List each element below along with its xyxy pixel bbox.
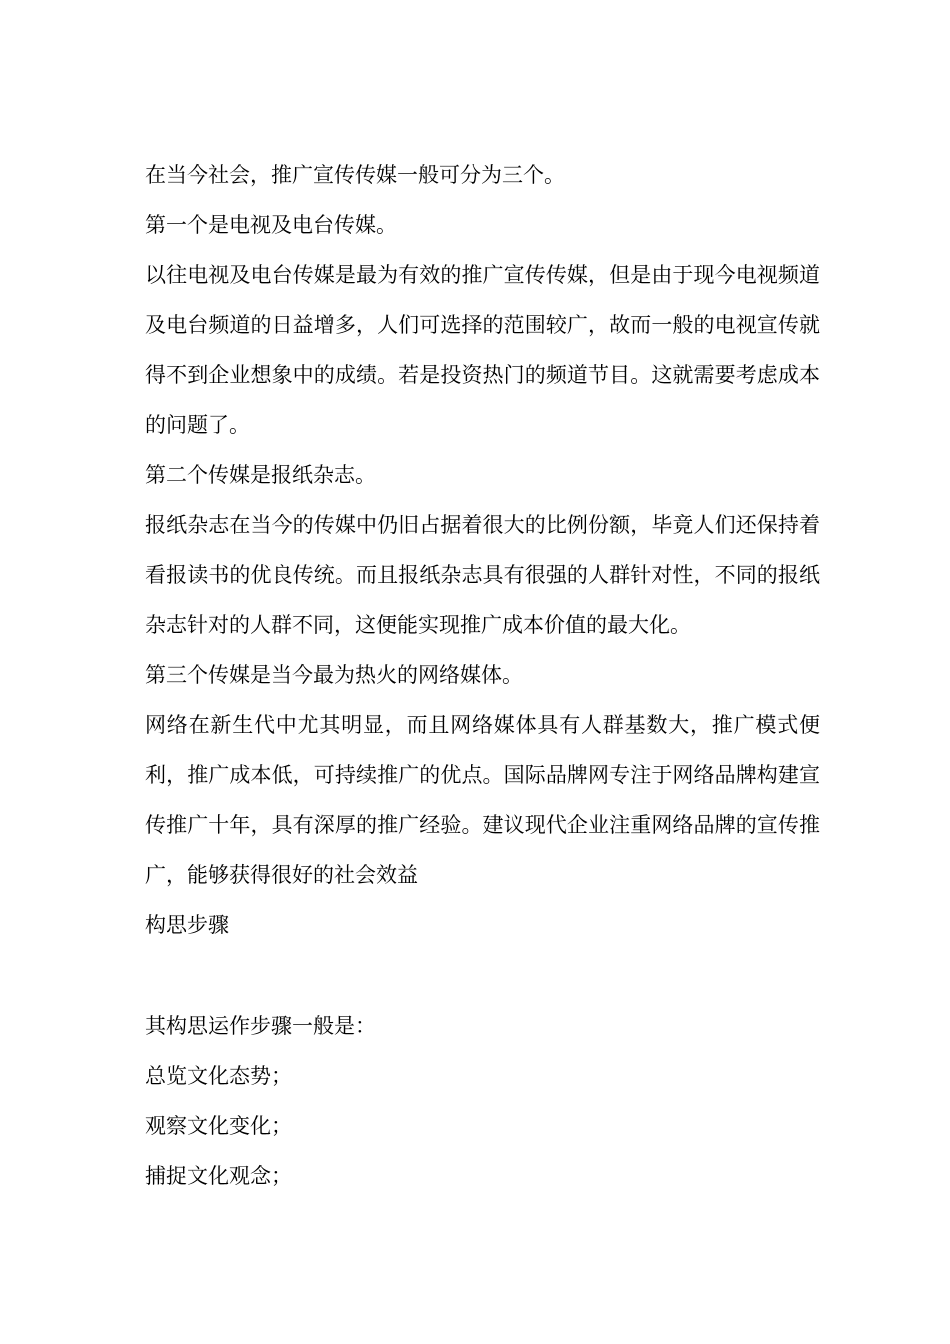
list-item-step-2: 观察文化变化； <box>145 1114 292 1138</box>
paragraph-network: 网络在新生代中尤其明显，而且网络媒体具有人群基数大，推广模式便利，推广成本低，可持续推广的优点。国际品牌网专注于网络品牌构建宣传推广十年，具有深厚的推广经验。建议现代企业注重网络品牌的宣传推广，能够获得很好的社会效益 <box>145 713 820 887</box>
list-item-step-3: 捕捉文化观念； <box>145 1164 292 1188</box>
list-item-step-1: 总览文化态势； <box>145 1064 292 1088</box>
document-body <box>145 150 820 1201</box>
paragraph-steps-intro: 其构思运作步骤一般是： <box>145 1014 376 1038</box>
paragraph-intro: 在当今社会，推广宣传传媒一般可分为三个。 <box>145 163 565 187</box>
paragraph-newspaper: 报纸杂志在当今的传媒中仍旧占据着很大的比例份额，毕竟人们还保持着看报读书的优良传统。而且报纸杂志具有很强的人群针对性，不同的报纸杂志针对的人群不同，这便能实现推广成本价值的最大化。 <box>145 513 820 637</box>
paragraph-second-media-heading: 第二个传媒是报纸杂志。 <box>145 463 376 487</box>
paragraph-third-media-heading: 第三个传媒是当今最为热火的网络媒体。 <box>145 663 523 687</box>
paragraph-first-media-heading: 第一个是电视及电台传媒。 <box>145 213 397 237</box>
section-heading-steps: 构思步骤 <box>145 913 229 937</box>
paragraph-tv-radio: 以往电视及电台传媒是最为有效的推广宣传传媒，但是由于现今电视频道及电台频道的日益增多，人们可选择的范围较广，故而一般的电视宣传就得不到企业想象中的成绩。若是投资热门的频道节目。这就需要考虑成本的问题了。 <box>145 263 820 437</box>
